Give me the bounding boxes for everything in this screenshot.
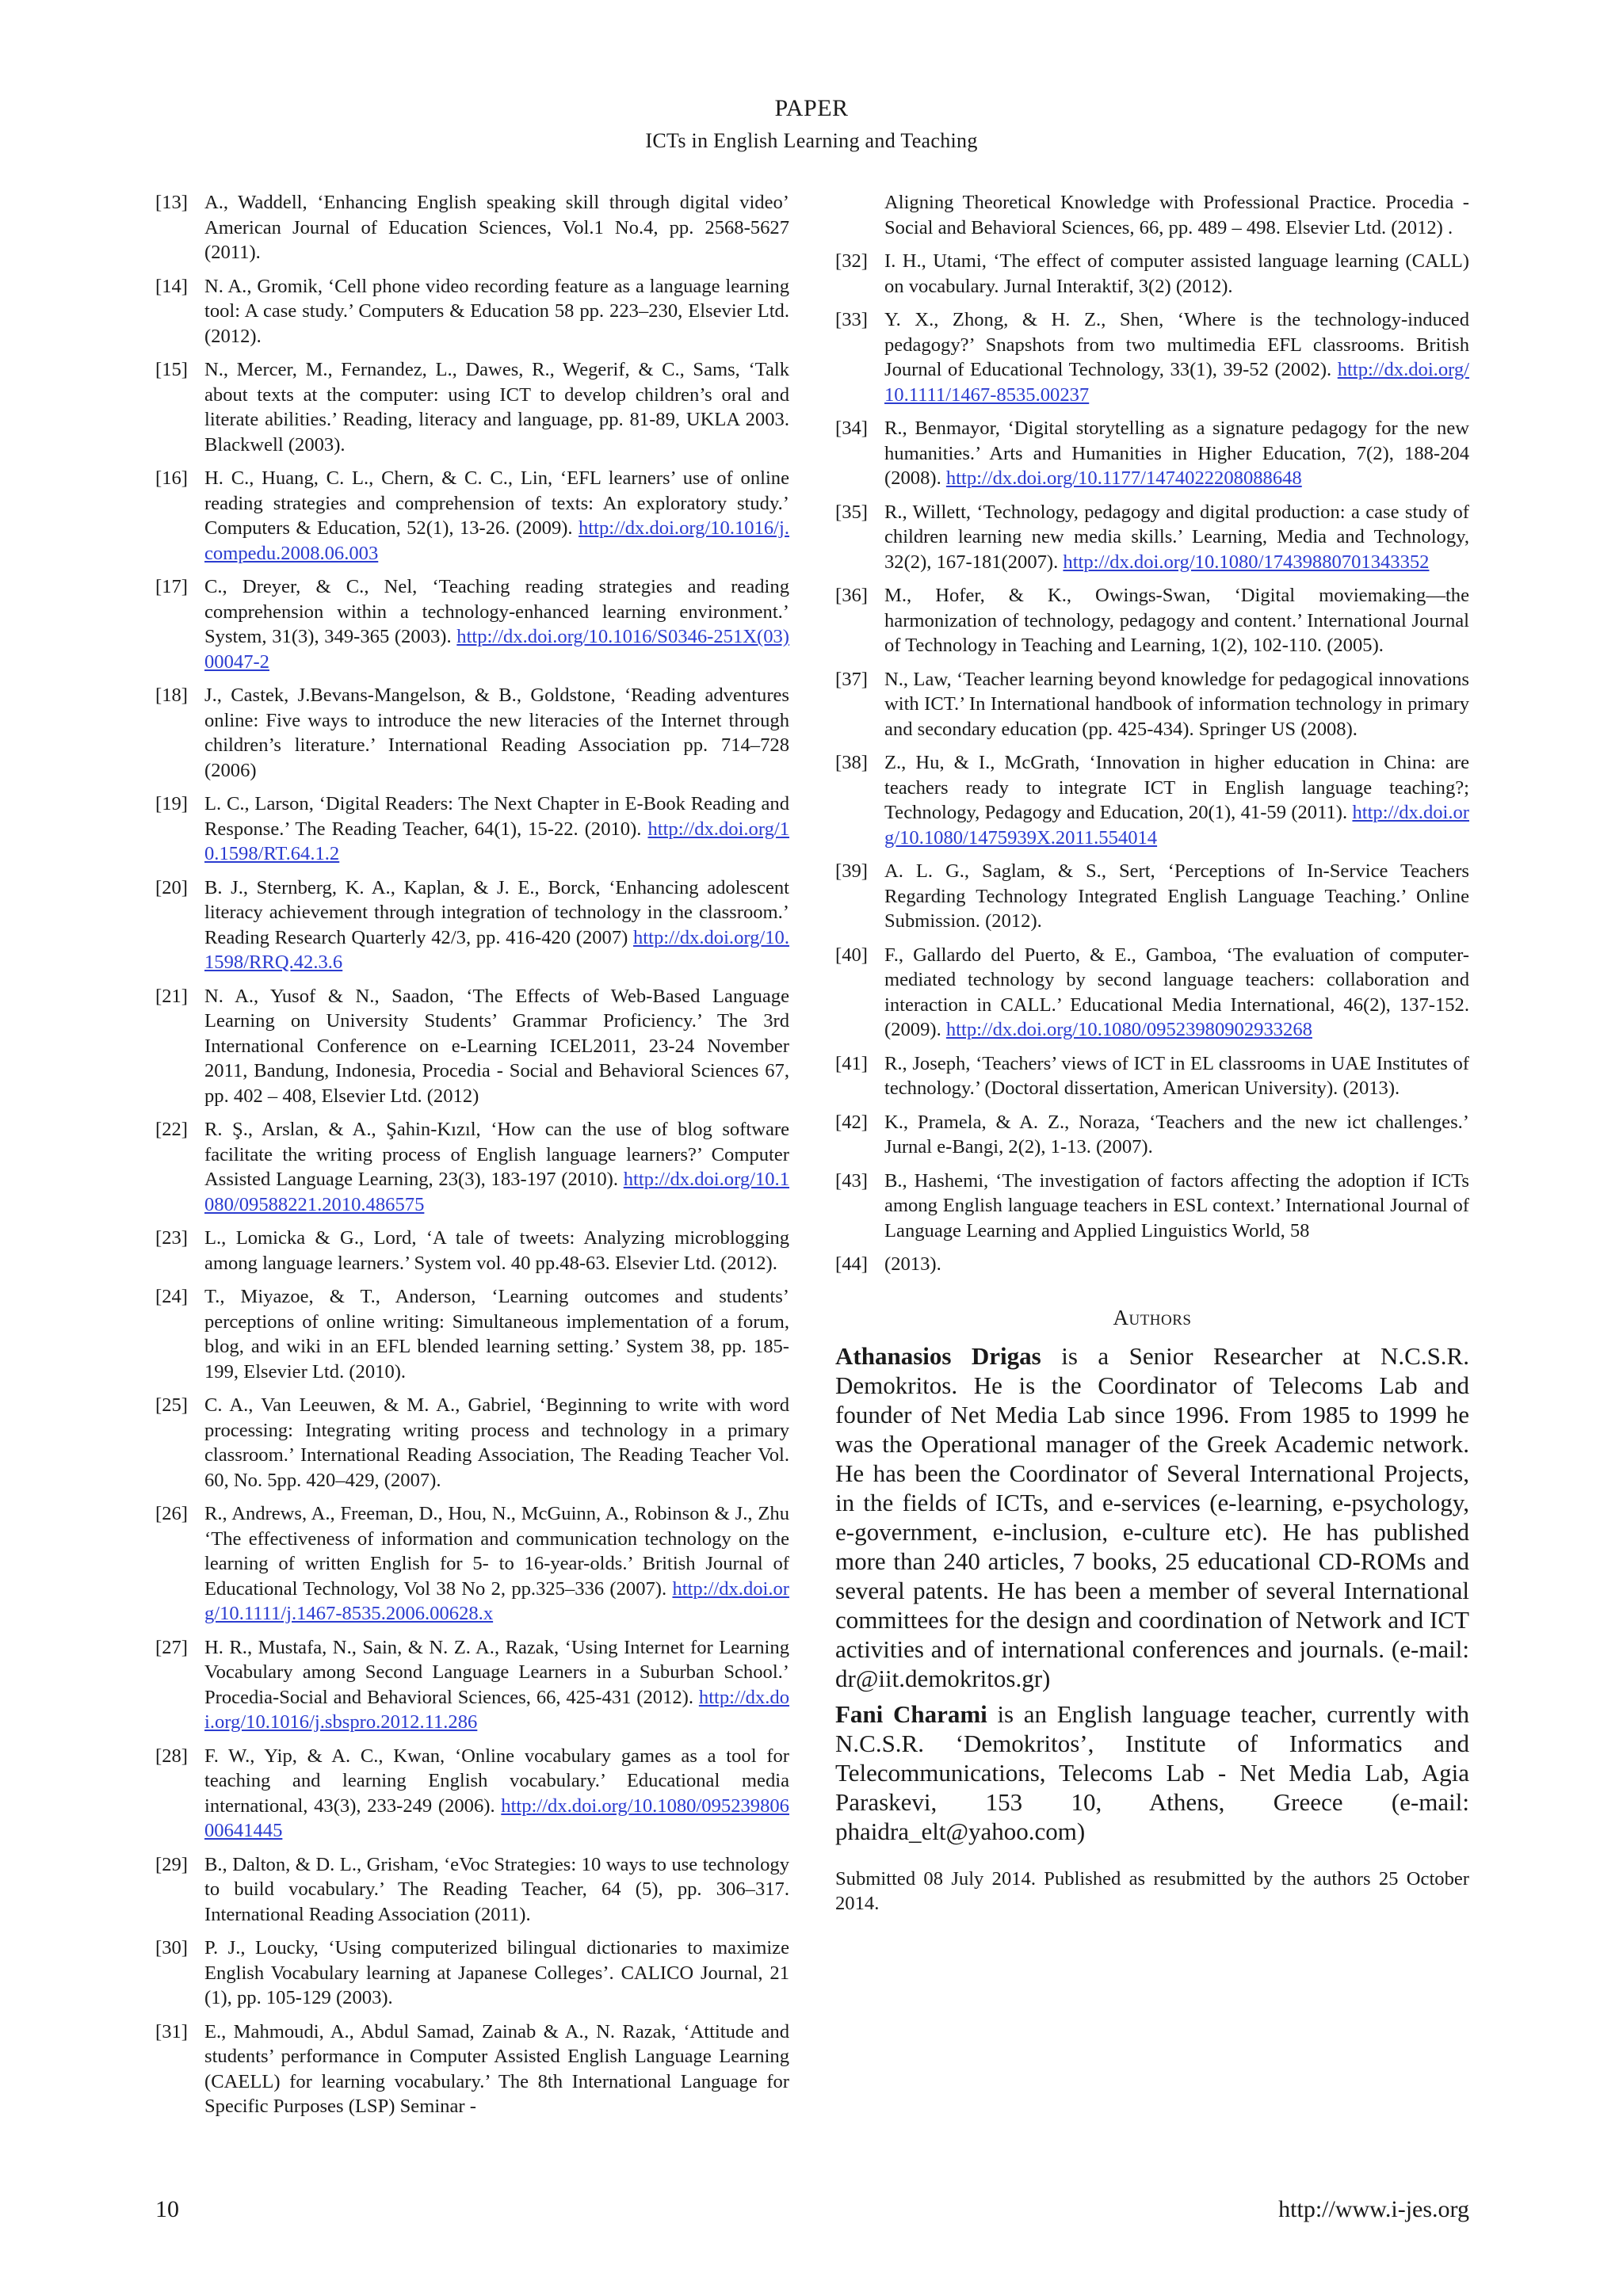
reference-text: M., Hofer, & K., Owings-Swan, ‘Digital moviemaking—the harmonization of technology, pedagogy and content.’ International Journal of Technology in Teaching and Learning, 1(2), 102-110. (2005). bbox=[884, 585, 1469, 656]
reference-doi-link[interactable]: http://dx.doi.org/10.1111/j.1467-8535.2006.00628.x bbox=[204, 1577, 789, 1624]
reference-number: [16] bbox=[155, 467, 188, 489]
reference-number: [13] bbox=[155, 192, 188, 213]
reference-text: Y. X., Zhong, & H. Z., Shen, ‘Where is the technology-induced pedagogy?’ Snapshots from two multimedia EFL classrooms. British Journal of Educational Technology, 33(1), 39-52 (2002). bbox=[884, 309, 1469, 380]
reference-text: R., Willett, ‘Technology, pedagogy and digital production: a case study of children learning new media skills.’ Learning, Media and Technology, 32(2), 167-181(2007). bbox=[884, 501, 1469, 573]
reference-number: [17] bbox=[155, 576, 188, 597]
reference-item bbox=[155, 1936, 789, 2011]
reference-text: H. R., Mustafa, N., Sain, & N. Z. A., Razak, ‘Using Internet for Learning Vocabulary among Second Language Learners in a Suburban School.’ Procedia-Social and Behavioral Sciences, 66, 425-431 (2012). bbox=[204, 1636, 789, 1708]
reference-text: N. A., Gromik, ‘Cell phone video recording feature as a language learning tool: A case study.’ Computers & Education 58 pp. 223–230, Elsevier Ltd. (2012). bbox=[204, 275, 789, 347]
author-bio-text-charami: is an English language teacher, currently with N.C.S.R. ‘Demokritos’, Institute of Informatics and Telecommunications, Telecoms Lab - Net Media Lab, Agia Paraskevi, 153 10, Athens, Greece (e-mail: phaidra_elt@yahoo.com) bbox=[835, 1700, 1469, 1845]
reference-text: T., Miyazoe, & T., Anderson, ‘Learning outcomes and students’ perceptions of online writing: Simultaneous implementation of a forum, blog, and wiki in an EFL blended learning setting.’ System 38, pp. 185-199, Elsevier Ltd. (2010). bbox=[204, 1286, 789, 1383]
reference-item bbox=[155, 190, 789, 265]
reference-number: [14] bbox=[155, 275, 188, 297]
reference-item bbox=[835, 750, 1469, 850]
reference-number: [30] bbox=[155, 1937, 188, 1958]
reference-number: [44] bbox=[835, 1253, 868, 1275]
reference-item bbox=[835, 667, 1469, 742]
reference-number: [31] bbox=[155, 2020, 188, 2042]
reference-item bbox=[835, 190, 1469, 240]
submission-note: Submitted 08 July 2014. Published as resubmitted by the authors 25 October 2014. bbox=[835, 1868, 1469, 1914]
reference-text: B. J., Sternberg, K. A., Kaplan, & J. E., Borck, ‘Enhancing adolescent literacy achievement through integration of technology in the classroom.’ Reading Research Quarterly 42/3, pp. 416-420 (2007) bbox=[204, 876, 789, 948]
reference-item bbox=[155, 1284, 789, 1384]
reference-text: L. C., Larson, ‘Digital Readers: The Next Chapter in E-Book Reading and Response.’ The Reading Teacher, 64(1), 15-22. (2010). bbox=[204, 793, 789, 840]
reference-item bbox=[835, 307, 1469, 407]
reference-item bbox=[835, 943, 1469, 1043]
reference-text: P. J., Loucky, ‘Using computerized bilingual dictionaries to maximize English Vocabulary learning at Japanese Colleges’. CALICO Journal, 21 (1), pp. 105-129 (2003). bbox=[204, 1937, 789, 2008]
reference-item bbox=[155, 875, 789, 975]
reference-item bbox=[155, 1635, 789, 1735]
reference-item bbox=[155, 1117, 789, 1217]
reference-number: [40] bbox=[835, 944, 868, 966]
reference-doi-link[interactable]: http://dx.doi.org/10.1016/S0346-251X(03)00047-2 bbox=[204, 626, 789, 673]
references-left-column bbox=[155, 190, 789, 2128]
author-bio-charami bbox=[835, 1699, 1469, 1846]
reference-doi-link[interactable]: http://dx.doi.org/10.1080/09588221.2010.486575 bbox=[204, 1169, 789, 1215]
reference-text: R. Ş., Arslan, & A., Şahin-Kızıl, ‘How can the use of blog software facilitate the writing process of English language learners?’ Computer Assisted Language Learning, 23(3), 183-197 (2010). bbox=[204, 1119, 789, 1190]
reference-number: [43] bbox=[835, 1169, 868, 1192]
reference-item bbox=[835, 1169, 1469, 1244]
reference-number: [38] bbox=[835, 752, 868, 773]
reference-item bbox=[155, 466, 789, 566]
reference-text: C. A., Van Leeuwen, & M. A., Gabriel, ‘Beginning to write with word processing: Integrating writing process and technology in a primary classroom.’ International Reading Association, The Reading Teacher Vol. 60, No. 5pp. 420–429, (2007). bbox=[204, 1394, 789, 1491]
reference-number: [35] bbox=[835, 501, 868, 523]
reference-text: R., Benmayor, ‘Digital storytelling as a signature pedagogy for the new humanities.’ Arts and Humanities in Higher Education, 7(2), 188-204 (2008). bbox=[884, 418, 1469, 489]
reference-number: [15] bbox=[155, 359, 188, 380]
reference-number: [37] bbox=[835, 668, 868, 690]
reference-item bbox=[155, 984, 789, 1109]
reference-number: [21] bbox=[155, 985, 188, 1007]
reference-item bbox=[155, 1852, 789, 1928]
reference-item bbox=[155, 1501, 789, 1627]
author-name-drigas: Athanasios Drigas bbox=[835, 1342, 1041, 1370]
reference-doi-link[interactable]: http://dx.doi.org/10.1016/j.compedu.2008.06.003 bbox=[204, 517, 789, 564]
reference-text: Aligning Theoretical Knowledge with Professional Practice. Procedia - Social and Behavioral Sciences, 66, pp. 489 – 498. Elsevier Ltd. (2012) . bbox=[884, 192, 1469, 238]
reference-number: [28] bbox=[155, 1745, 188, 1767]
reference-item bbox=[835, 416, 1469, 491]
reference-text: N. A., Yusof & N., Saadon, ‘The Effects of Web-Based Language Learning on University Students’ Grammar Proficiency.’ The 3rd International Conference on e-Learning ICEL2011, 23-24 November 2011, Bandung, Indonesia, Procedia - Social and Behavioral Sciences 67, pp. 402 – 408, Elsevier Ltd. (2012) bbox=[204, 985, 789, 1107]
reference-number: [23] bbox=[155, 1227, 188, 1249]
references-right-column bbox=[835, 190, 1469, 1916]
reference-doi-link[interactable]: http://dx.doi.org/10.1080/1475939X.2011.554014 bbox=[884, 802, 1469, 849]
reference-item bbox=[155, 2019, 789, 2119]
reference-text: N., Mercer, M., Fernandez, L., Dawes, R., Wegerif, & C., Sams, ‘Talk about texts at the computer: using ICT to develop children’s oral and literate abilities.’ Reading, literacy and language, pp. 81-89, UKLA 2003. Blackwell (2003). bbox=[204, 359, 789, 456]
reference-number: [41] bbox=[835, 1052, 868, 1074]
reference-text: (2013). bbox=[884, 1253, 941, 1275]
reference-doi-link[interactable]: http://dx.doi.org/10.1177/1474022208088648 bbox=[945, 467, 1302, 489]
author-bio-text-drigas: is a Senior Researcher at N.C.S.R. Demokritos. He is the Coordinator of Telecoms Lab and founder of Net Media Lab since 1996. From 1985 to 1999 he was the Operational manager of the Greek Academic network. He has been the Coordinator of Several International Projects, in the fields of ICTs, and e-services (e-learning, e-psychology, e-government, e-inclusion, e-culture etc). He has published more than 240 articles, 7 books, 25 educational CD-ROMs and several patents. He has been a member of several International committees for the design and coordination of Network and ICT activities and of international conferences and journals. (e-mail: dr@iit.demokritos.gr) bbox=[835, 1342, 1469, 1692]
reference-text: Z., Hu, & I., McGrath, ‘Innovation in higher education in China: are teachers ready to integrate ICT in English language teaching?; Technology, Pedagogy and Education, 20(1), 41-59 (2011). bbox=[884, 752, 1469, 823]
reference-item bbox=[155, 1744, 789, 1844]
reference-item bbox=[835, 1051, 1469, 1101]
reference-text: E., Mahmoudi, A., Abdul Samad, Zainab & A., N. Razak, ‘Attitude and students’ performance in Computer Assisted English Language Learning (CAELL) for learning vocabulary.’ The 8th International Language for Specific Purposes (LSP) Seminar - bbox=[204, 2020, 789, 2117]
reference-item bbox=[835, 500, 1469, 575]
reference-item bbox=[835, 1252, 1469, 1277]
reference-item bbox=[835, 583, 1469, 658]
reference-item bbox=[835, 249, 1469, 299]
reference-text: F. W., Yip, & A. C., Kwan, ‘Online vocabulary games as a tool for teaching and learning English vocabulary.’ Educational media international, 43(3), 233-249 (2006). bbox=[204, 1745, 789, 1817]
page-number: 10 bbox=[155, 2196, 179, 2222]
reference-doi-link[interactable]: http://dx.doi.org/10.1598/RRQ.42.3.6 bbox=[204, 926, 789, 973]
reference-number: [19] bbox=[155, 793, 188, 814]
reference-number: [22] bbox=[155, 1119, 188, 1140]
running-title: ICTs in English Learning and Teaching bbox=[645, 129, 978, 152]
reference-number: [24] bbox=[155, 1286, 188, 1307]
reference-item bbox=[155, 357, 789, 457]
reference-text: B., Hashemi, ‘The investigation of factors affecting the adoption if ICTs among English language teachers in ESL context.’ International Journal of Language Learning and Applied Linguistics World, 58 bbox=[884, 1169, 1469, 1241]
reference-number: [18] bbox=[155, 685, 188, 706]
reference-text: R., Andrews, A., Freeman, D., Hou, N., McGuinn, A., Robinson & J., Zhu ‘The effectiveness of information and communication technology on the learning of written English for 5- to 16-year-olds.’ British Journal of Educational Technology, Vol 38 No 2, pp.325–336 (2007). bbox=[204, 1503, 789, 1600]
reference-item bbox=[155, 1226, 789, 1276]
reference-text: B., Dalton, & D. L., Grisham, ‘eVoc Strategies: 10 ways to use technology to build vocabulary.’ The Reading Teacher, 64 (5), pp. 306–317. International Reading Association (2011). bbox=[204, 1853, 789, 1925]
reference-number: [20] bbox=[155, 876, 188, 898]
reference-item bbox=[155, 574, 789, 674]
reference-text: N., Law, ‘Teacher learning beyond knowledge for pedagogical innovations with ICT.’ In International handbook of information technology in primary and secondary education (pp. 425-434). Springer US (2008). bbox=[884, 668, 1469, 740]
reference-item bbox=[155, 1393, 789, 1493]
reference-number: [32] bbox=[835, 250, 868, 272]
paper-label: PAPER bbox=[774, 95, 849, 121]
reference-number: [33] bbox=[835, 309, 868, 330]
author-bio-drigas bbox=[835, 1341, 1469, 1693]
reference-doi-link[interactable]: http://dx.doi.org/10.1080/09523980902933268 bbox=[945, 1019, 1312, 1040]
reference-doi-link[interactable]: http://dx.doi.org/10.1080/09523980600641445 bbox=[204, 1794, 789, 1841]
reference-text: R., Joseph, ‘Teachers’ views of ICT in EL classrooms in UAE Institutes of technology.’ (Doctoral dissertation, American University). (2013). bbox=[884, 1052, 1469, 1099]
reference-doi-link[interactable]: http://dx.doi.org/10.1111/1467-8535.00237 bbox=[884, 359, 1469, 406]
reference-number: [36] bbox=[835, 585, 868, 606]
reference-doi-link[interactable]: http://dx.doi.org/10.1080/17439880701343352 bbox=[1063, 551, 1430, 573]
author-name-charami: Fani Charami bbox=[835, 1700, 987, 1728]
reference-text: A., Waddell, ‘Enhancing English speaking skill through digital video’ American Journal of Education Sciences, Vol.1 No.4, pp. 2568-5627 (2011). bbox=[204, 192, 789, 263]
reference-number: [26] bbox=[155, 1503, 188, 1524]
reference-text: C., Dreyer, & C., Nel, ‘Teaching reading strategies and reading comprehension within a technology-enhanced learning environment.’ System, 31(3), 349-365 (2003). bbox=[204, 576, 789, 647]
reference-item bbox=[155, 274, 789, 349]
reference-item bbox=[835, 1110, 1469, 1160]
reference-number: [29] bbox=[155, 1853, 188, 1875]
reference-text: L., Lomicka & G., Lord, ‘A tale of tweets: Analyzing microblogging among language learners.’ System vol. 40 pp.48-63. Elsevier Ltd. (2012). bbox=[204, 1227, 789, 1274]
reference-text: F., Gallardo del Puerto, & E., Gamboa, ‘The evaluation of computer-mediated technology by second language teachers: collaboration and interaction in CALL.’ Educational Media International, 46(2), 137-152. (2009). bbox=[884, 944, 1469, 1040]
reference-text: J., Castek, J.Bevans-Mangelson, & B., Goldstone, ‘Reading adventures online: Five ways to introduce the new literacies of the Internet through children’s literature.’ International Reading Association pp. 714–728 (2006) bbox=[204, 685, 789, 781]
reference-item bbox=[155, 791, 789, 867]
reference-text: H. C., Huang, C. L., Chern, & C. C., Lin, ‘EFL learners’ use of online reading strategies and comprehension of texts: An exploratory study.’ Computers & Education, 52(1), 13-26. (2009). bbox=[204, 467, 789, 539]
reference-text: I. H., Utami, ‘The effect of computer assisted language learning (CALL) on vocabulary. Jurnal Interaktif, 3(2) (2012). bbox=[884, 250, 1469, 297]
reference-item bbox=[155, 683, 789, 783]
reference-number: [34] bbox=[835, 418, 868, 439]
reference-number: [42] bbox=[835, 1111, 868, 1133]
reference-item bbox=[835, 859, 1469, 934]
journal-url: http://www.i-jes.org bbox=[1278, 2196, 1469, 2222]
reference-doi-link[interactable]: http://dx.doi.org/10.1598/RT.64.1.2 bbox=[204, 818, 789, 864]
reference-text: K., Pramela, & A. Z., Noraza, ‘Teachers and the new ict challenges.’ Jurnal e-Bangi, 2(2), 1-13. (2007). bbox=[884, 1111, 1469, 1158]
reference-number: [39] bbox=[835, 860, 868, 882]
reference-number: [25] bbox=[155, 1394, 188, 1416]
authors-heading: Authors bbox=[1113, 1305, 1192, 1329]
reference-number: [27] bbox=[155, 1636, 188, 1658]
reference-doi-link[interactable]: http://dx.doi.org/10.1016/j.sbspro.2012.11.286 bbox=[204, 1686, 790, 1733]
reference-text: A. L. G., Saglam, & S., Sert, ‘Perceptions of In-Service Teachers Regarding Technology Integrated English Language Teaching.’ Online Submission. (2012). bbox=[884, 860, 1469, 932]
